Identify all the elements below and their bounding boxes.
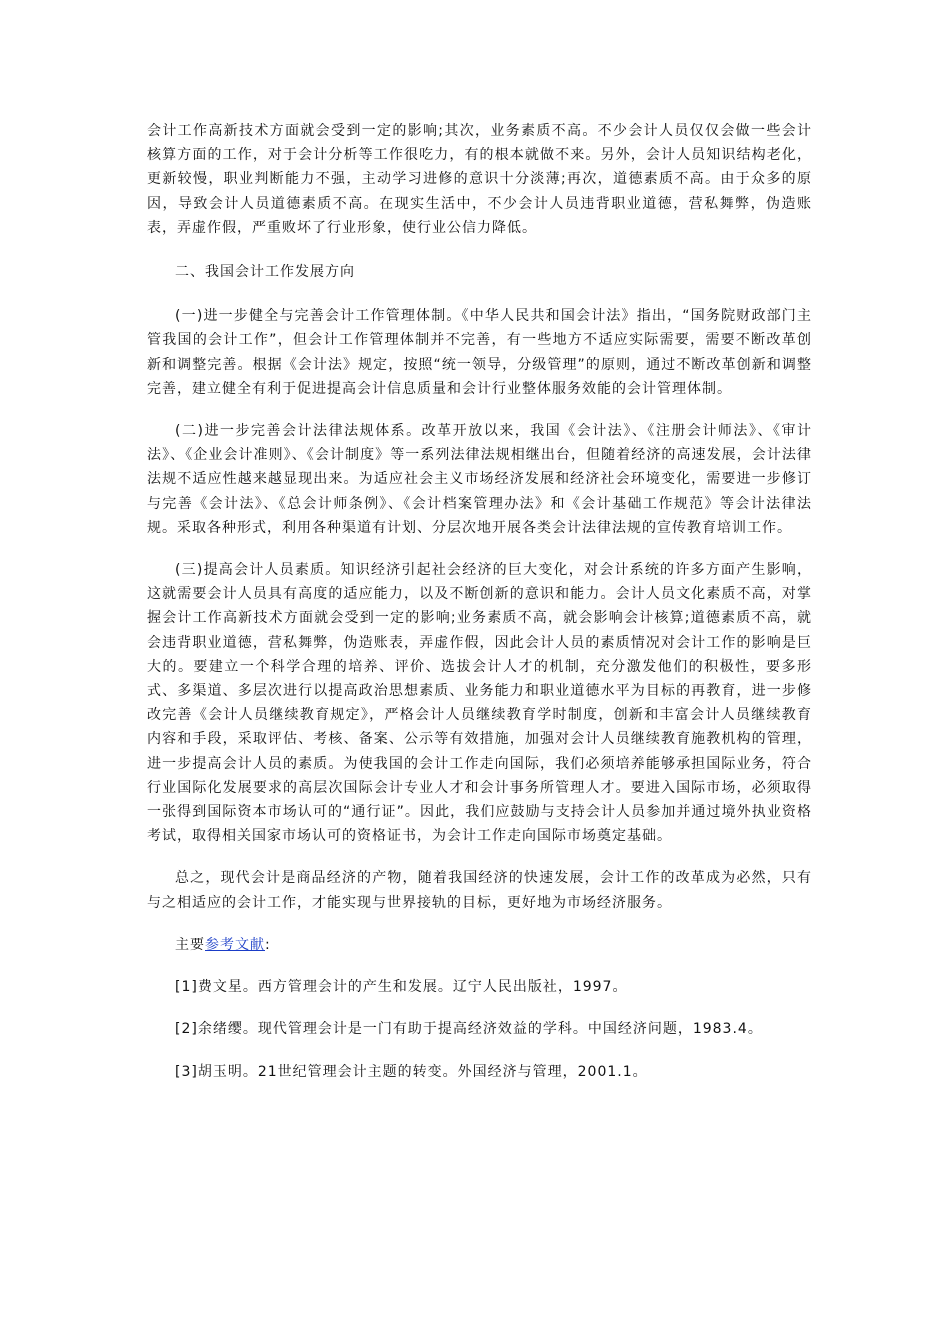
references-suffix: : xyxy=(265,936,271,953)
document-body xyxy=(147,119,812,1084)
references-link[interactable]: 参考文献 xyxy=(205,936,265,953)
references-prefix: 主要 xyxy=(175,936,205,953)
section-heading: 二、我国会计工作发展方向 xyxy=(175,264,355,281)
intro-paragraph: 会计工作高新技术方面就会受到一定的影响;其次，业务素质不高。不少会计人员仅仅会做一些会计核算方面的工作，对于会计分析等工作很吃力，有的根本就做不来。另外，会计人员知识结构老化，更新较慢，职业判断能力不强，主动学习进修的意识十分淡薄;再次，道德素质不高。由于众多的原因，导致会计人员道德素质不高。在现实生活中，不少会计人员违背职业道德，营私舞弊，伪造账表，弄虚作假，严重败坏了行业形象，使行业公信力降低。 xyxy=(147,123,812,236)
paragraph-personnel-quality: (三)提高会计人员素质。知识经济引起社会经济的巨大变化，对会计系统的许多方面产生影响，这就需要会计人员具有高度的适应能力，以及不断创新的意识和能力。会计人员文化素质不高，对掌握会计工作高新技术方面就会受到一定的影响;业务素质不高，就会影响会计核算;道德素质不高，就会违背职业道德，营私舞弊，伪造账表，弄虚作假，因此会计人员的素质情况对会计工作的影响是巨大的。要建立一个科学合理的培养、评价、选拔会计人才的机制，充分激发他们的积极性，要多形式、多渠道、多层次进行以提高政治思想素质、业务能力和职业道德水平为目标的再教育，进一步修改完善《会计人员继续教育规定》，严格会计人员继续教育学时制度，创新和丰富会计人员继续教育内容和手段，采取评估、考核、备案、公示等有效措施，加强对会计人员继续教育施教机构的管理，进一步提高会计人员的素质。为使我国的会计工作走向国际，我们必须培养能够承担国际业务，符合行业国际化发展要求的高层次国际会计专业人才和会计事务所管理人才。要进入国际市场，必须取得一张得到国际资本市场认可的“通行证”。因此，我们应鼓励与支持会计人员参加并通过境外执业资格考试，取得相关国家市场认可的资格证书，为会计工作走向国际市场奠定基础。 xyxy=(147,562,812,845)
paragraph-legal-system: (二)进一步完善会计法律法规体系。改革开放以来，我国《会计法》、《注册会计师法》、《审计法》、《企业会计准则》、《会计制度》等一系列法律法规相继出台，但随着经济的高速发展，会计法律法规不适应性越来越显现出来。为适应社会主义市场经济发展和经济社会环境变化，需要进一步修订与完善《会计法》、《总会计师条例》、《会计档案管理办法》和《会计基础工作规范》等会计法律法规。采取各种形式，利用各种渠道有计划、分层次地开展各类会计法律法规的宣传教育培训工作。 xyxy=(147,423,812,536)
references-heading xyxy=(147,933,812,957)
reference-item: [1]费文星。西方管理会计的产生和发展。辽宁人民出版社，1997。 xyxy=(175,979,628,996)
summary-paragraph: 总之，现代会计是商品经济的产物，随着我国经济的快速发展，会计工作的改革成为必然，只有与之相适应的会计工作，才能实现与世界接轨的目标，更好地为市场经济服务。 xyxy=(147,870,812,911)
reference-item: [2]余绪缨。现代管理会计是一门有助于提高经济效益的学科。中国经济问题，1983.4。 xyxy=(175,1021,763,1038)
reference-item: [3]胡玉明。21世纪管理会计主题的转变。外国经济与管理，2001.1。 xyxy=(175,1063,648,1080)
paragraph-management-system: (一)进一步健全与完善会计工作管理体制。《中华人民共和国会计法》指出，“国务院财政部门主管我国的会计工作”，但会计工作管理体制并不完善，有一些地方不适应实际需要，需要不断改革创新和调整完善。根据《会计法》规定，按照“统一领导，分级管理”的原则，通过不断改革创新和调整完善，建立健全有利于促进提高会计信息质量和会计行业整体服务效能的会计管理体制。 xyxy=(147,308,812,397)
